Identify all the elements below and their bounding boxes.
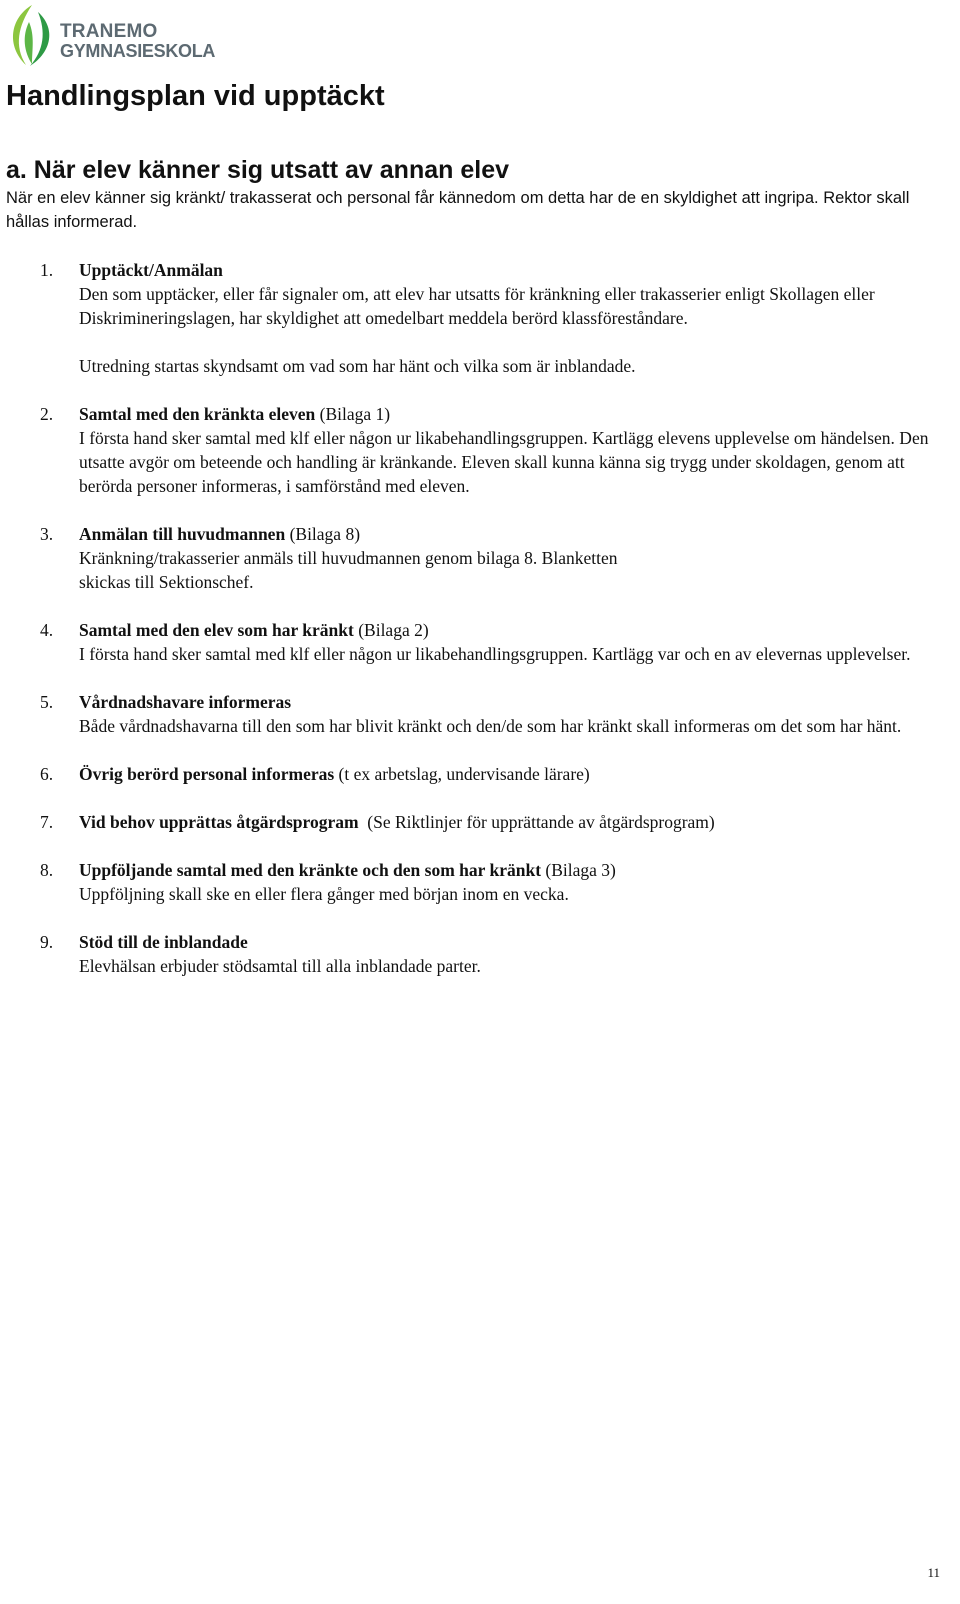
step-item — [0, 402, 939, 498]
action-steps-list — [0, 258, 960, 1002]
page-title: Handlingsplan vid upptäckt — [6, 80, 385, 112]
step-number: 1. — [40, 260, 54, 280]
step-number: 7. — [40, 812, 54, 832]
step-title: Uppföljande samtal med den kränkte och den som har kränkt — [79, 860, 542, 880]
step-title: Samtal med den elev som har kränkt — [79, 620, 354, 640]
step-item — [0, 618, 939, 666]
step-item — [0, 762, 939, 786]
step-title: Stöd till de inblandade — [79, 932, 248, 952]
step-number: 8. — [40, 860, 54, 880]
leaf-flame-icon — [2, 2, 60, 68]
step-item — [0, 858, 939, 906]
step-number: 5. — [40, 692, 54, 712]
step-item — [0, 690, 939, 738]
logo-text-tranemo: TRANEMO — [60, 21, 158, 42]
step-note: Utredning startas skyndsamt om vad som har hänt och vilka som är inblandade. — [79, 356, 636, 376]
step-description: Kränkning/trakasserier anmäls till huvudmannen genom bilaga 8. Blanketten skickas till Sektionschef. — [79, 548, 618, 592]
section-heading: a. När elev känner sig utsatt av annan elev — [6, 156, 510, 184]
step-title: Övrig berörd personal informeras — [79, 764, 335, 784]
step-number: 4. — [40, 620, 54, 640]
step-title: Anmälan till huvudmannen — [79, 524, 286, 544]
step-suffix: (Bilaga 2) — [353, 620, 429, 640]
step-description: I första hand sker samtal med klf eller någon ur likabehandlingsgruppen. Kartlägg elevens upplevelse om händelsen. Den utsatte avgör om beteende och handling är kränkande. Eleven skall kunna känna sig trygg under skoldagen, genom att berörda personer informeras, i samförstånd med eleven. — [79, 428, 929, 496]
step-suffix: (Bilaga 8) — [285, 524, 361, 544]
step-item — [0, 522, 939, 594]
step-suffix: (Bilaga 1) — [315, 404, 391, 424]
step-item — [0, 258, 939, 378]
step-item — [0, 810, 939, 834]
page-number: 11 — [927, 1565, 940, 1580]
step-suffix: (Bilaga 3) — [541, 860, 616, 880]
step-suffix: (Se Riktlinjer för upprättande av åtgärdsprogram) — [358, 812, 715, 832]
step-title: Upptäckt/Anmälan — [79, 260, 223, 280]
step-title: Vid behov upprättas åtgärdsprogram — [79, 812, 359, 832]
step-description: Både vårdnadshavarna till den som har blivit kränkt och den/de som har kränkt skall informeras om det som har hänt. — [79, 716, 902, 736]
step-description: Uppföljning skall ske en eller flera gånger med början inom en vecka. — [79, 884, 569, 904]
step-description: Den som upptäcker, eller får signaler om, att elev har utsatts för kränkning eller trakasserier enligt Skollagen eller Diskrimineringslagen, har skyldighet att omedelbart meddela berörd klassföreståndare. — [79, 284, 875, 328]
step-title: Vårdnadshavare informeras — [79, 692, 292, 712]
step-title: Samtal med den kränkta eleven — [79, 404, 316, 424]
step-description: Elevhälsan erbjuder stödsamtal till alla inblandade parter. — [79, 956, 481, 976]
step-number: 6. — [40, 764, 54, 784]
step-suffix: (t ex arbetslag, undervisande lärare) — [334, 764, 590, 784]
school-logo — [2, 2, 216, 68]
step-number: 3. — [40, 524, 54, 544]
step-number: 9. — [40, 932, 54, 952]
step-number: 2. — [40, 404, 54, 424]
step-description: I första hand sker samtal med klf eller någon ur likabehandlingsgruppen. Kartlägg var och en av elevernas upplevelser. — [79, 644, 911, 664]
section-intro: När en elev känner sig kränkt/ trakasserat och personal får kännedom om detta har de en skyldighet att ingripa. Rektor skall hållas informerad. — [6, 189, 910, 231]
step-item — [0, 930, 939, 978]
logo-text-gymnasieskola: GYMNASIESKOLA — [60, 41, 216, 61]
